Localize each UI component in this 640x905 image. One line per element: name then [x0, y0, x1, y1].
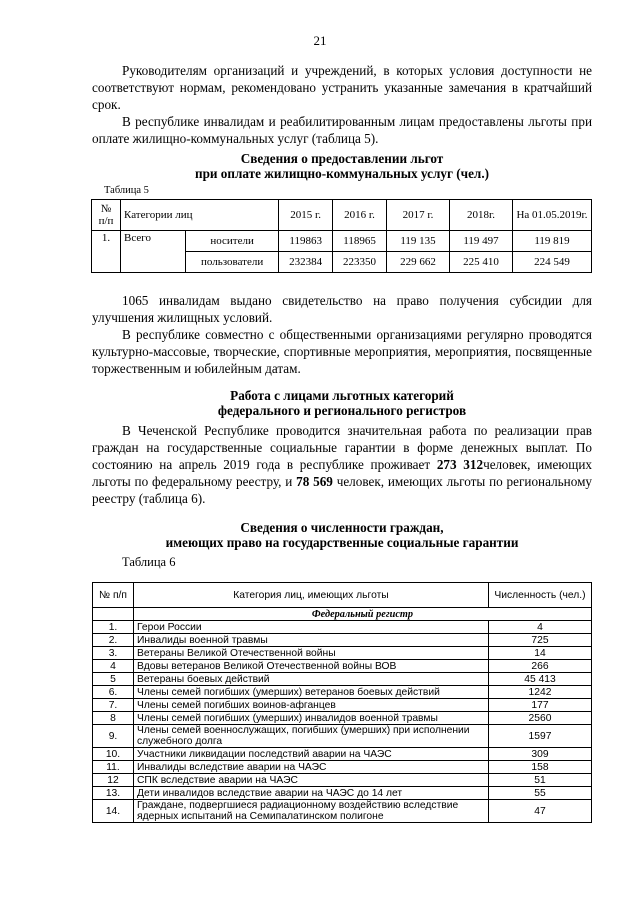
heading-benefits-info: [92, 151, 592, 181]
table5-sub2-label: пользователи: [186, 252, 279, 273]
table5-header-2017: 2017 г.: [387, 200, 450, 231]
table-row: [93, 787, 592, 800]
table5-sub1-2016: 118965: [333, 231, 387, 252]
paragraph-events: В республике совместно с общественными организациями регулярно проводятся культурно-массовые, творческие, спортивные мероприятия, мероприятия, посвященные торжественным и юбилейным датам.: [92, 327, 592, 376]
table5-sub2-2017: 229 662: [387, 252, 450, 273]
table-row: [93, 725, 592, 748]
table6-cell-category: Члены семей военнослужащих, погибших (умерших) при исполнении служебного долга: [134, 725, 489, 748]
table5-header-2016: 2016 г.: [333, 200, 387, 231]
paragraph-access-recommendation: Руководителям организаций и учреждений, в которых условия доступности не соответствуют нормам, рекомендовано устранить указанные замечания в кратчайший срок.: [92, 63, 592, 112]
table6-cell-count: 51: [489, 774, 592, 787]
table6-caption: Таблица 6: [122, 555, 176, 569]
table6-cell-category: Граждане, подвергшиеся радиационному воздействию вследствие ядерных испытаний на Семипалатинском полигоне: [134, 800, 489, 823]
paragraph-part-c: человек, имеющих льготы по федеральному реестру, и: [92, 457, 593, 489]
table6-cell-count: 45 413: [489, 673, 592, 686]
table5-header-row: [92, 200, 592, 231]
table6: [92, 582, 592, 823]
table-row: [93, 800, 592, 823]
table5-header-2019: На 01.05.2019г.: [513, 200, 592, 231]
table5-sub2-2015: 232384: [279, 252, 333, 273]
table6-cell-count: 1597: [489, 725, 592, 748]
table-row: [93, 712, 592, 725]
table6-section-spacer: [93, 608, 134, 621]
table6-section-row: [93, 608, 592, 621]
table6-cell-num: 11.: [93, 761, 134, 774]
table6-header-num: № п/п: [93, 583, 134, 608]
table6-cell-num: 6.: [93, 686, 134, 699]
table5-row-category: Всего: [121, 231, 186, 273]
federal-count: 273 312: [436, 457, 484, 472]
heading-citizens-count: [92, 520, 592, 550]
table6-body: [93, 621, 592, 823]
table5-header-2018: 2018г.: [450, 200, 513, 231]
table6-cell-num: 4: [93, 660, 134, 673]
table6-cell-category: Ветераны боевых действий: [134, 673, 489, 686]
table6-cell-num: 8: [93, 712, 134, 725]
table6-cell-count: 14: [489, 647, 592, 660]
table5-sub2-2016: 223350: [333, 252, 387, 273]
table6-cell-count: 2560: [489, 712, 592, 725]
table6-section-title: Федеральный регистр: [134, 608, 592, 621]
table6-cell-category: Члены семей погибших (умерших) инвалидов военной травмы: [134, 712, 489, 725]
table6-cell-category: СПК вследствие аварии на ЧАЭС: [134, 774, 489, 787]
table6-cell-count: 725: [489, 634, 592, 647]
table5-header-2015: 2015 г.: [279, 200, 333, 231]
table-row: [93, 774, 592, 787]
table-row: [93, 686, 592, 699]
table5-row-num: 1.: [92, 231, 121, 273]
table5-header-num: № п/п: [92, 200, 121, 231]
heading-registers: [92, 388, 592, 418]
heading-citizens-line2: имеющих право на государственные социальные гарантии: [165, 535, 519, 550]
table5-sub1-2017: 119 135: [387, 231, 450, 252]
table5-sub1-label: носители: [186, 231, 279, 252]
table6-header-count: Численность (чел.): [489, 583, 592, 608]
paragraph-housing-benefits: В республике инвалидам и реабилитированным лицам предоставлены льготы при оплате жилищно-коммунальных услуг (таблица 5).: [92, 114, 592, 146]
heading-registers-line2: федерального и регионального регистров: [217, 403, 467, 418]
table-row: [92, 231, 592, 252]
table6-cell-count: 1242: [489, 686, 592, 699]
table-row: [93, 761, 592, 774]
table6-cell-category: Члены семей погибших воинов-афганцев: [134, 699, 489, 712]
table6-header-row: [93, 583, 592, 608]
table5-sub1-2019: 119 819: [513, 231, 592, 252]
table6-header-category: Категория лиц, имеющих льготы: [134, 583, 489, 608]
table5-sub2-2018: 225 410: [450, 252, 513, 273]
table6-cell-category: Герои России: [134, 621, 489, 634]
table-row: [93, 634, 592, 647]
table5-sub1-2015: 119863: [279, 231, 333, 252]
table6-cell-category: Участники ликвидации последствий аварии на ЧАЭС: [134, 748, 489, 761]
table6-cell-num: 7.: [93, 699, 134, 712]
table6-cell-num: 2.: [93, 634, 134, 647]
table5-sub1-2018: 119 497: [450, 231, 513, 252]
table-row: [93, 699, 592, 712]
table-row: [93, 673, 592, 686]
table5-sub2-2019: 224 549: [513, 252, 592, 273]
paragraph-part-e: человек, имеющих льготы по региональному реестру (таблица 6).: [92, 474, 593, 506]
table6-cell-num: 1.: [93, 621, 134, 634]
table6-cell-category: Вдовы ветеранов Великой Отечественной войны ВОВ: [134, 660, 489, 673]
table-row: [93, 647, 592, 660]
regional-count: 78 569: [296, 474, 333, 489]
heading-citizens-line1: Сведения о численности граждан,: [240, 520, 444, 535]
table6-cell-category: Инвалиды военной травмы: [134, 634, 489, 647]
page-number: 21: [313, 33, 327, 48]
table5-caption: Таблица 5: [104, 185, 149, 196]
table6-cell-num: 5: [93, 673, 134, 686]
table6-cell-count: 47: [489, 800, 592, 823]
table-row: [93, 621, 592, 634]
table6-cell-num: 13.: [93, 787, 134, 800]
paragraph-chechen-republic: [92, 422, 592, 507]
table6-cell-category: Ветераны Великой Отечественной войны: [134, 647, 489, 660]
heading-benefits-line2: при оплате жилищно-коммунальных услуг (чел.): [194, 166, 490, 181]
table6-cell-num: 9.: [93, 725, 134, 748]
table6-cell-num: 10.: [93, 748, 134, 761]
table5: [91, 199, 592, 273]
paragraph-subsidy: 1065 инвалидам выдано свидетельство на право получения субсидии для улучшения жилищных условий.: [92, 293, 592, 325]
table6-cell-category: Дети инвалидов вследствие аварии на ЧАЭС до 14 лет: [134, 787, 489, 800]
table-row: [93, 748, 592, 761]
table6-cell-num: 3.: [93, 647, 134, 660]
table6-cell-category: Члены семей погибших (умерших) ветеранов боевых действий: [134, 686, 489, 699]
table5-header-category: Категории лиц: [121, 200, 279, 231]
table6-cell-num: 14.: [93, 800, 134, 823]
heading-benefits-line1: Сведения о предоставлении льгот: [240, 151, 444, 166]
table6-cell-category: Инвалиды вследствие аварии на ЧАЭС: [134, 761, 489, 774]
table6-cell-count: 309: [489, 748, 592, 761]
table6-cell-count: 4: [489, 621, 592, 634]
table6-cell-num: 12: [93, 774, 134, 787]
table6-cell-count: 158: [489, 761, 592, 774]
paragraph-part-a: В Чеченской Республике проводится значительная работа по реализации прав граждан на государственные социальные гарантии в форме денежных выплат. По состоянию на апрель 2019 года в республике проживает: [92, 423, 592, 472]
table6-cell-count: 177: [489, 699, 592, 712]
table6-cell-count: 266: [489, 660, 592, 673]
heading-registers-line1: Работа с лицами льготных категорий: [230, 388, 454, 403]
table-row: [93, 660, 592, 673]
table6-cell-count: 55: [489, 787, 592, 800]
